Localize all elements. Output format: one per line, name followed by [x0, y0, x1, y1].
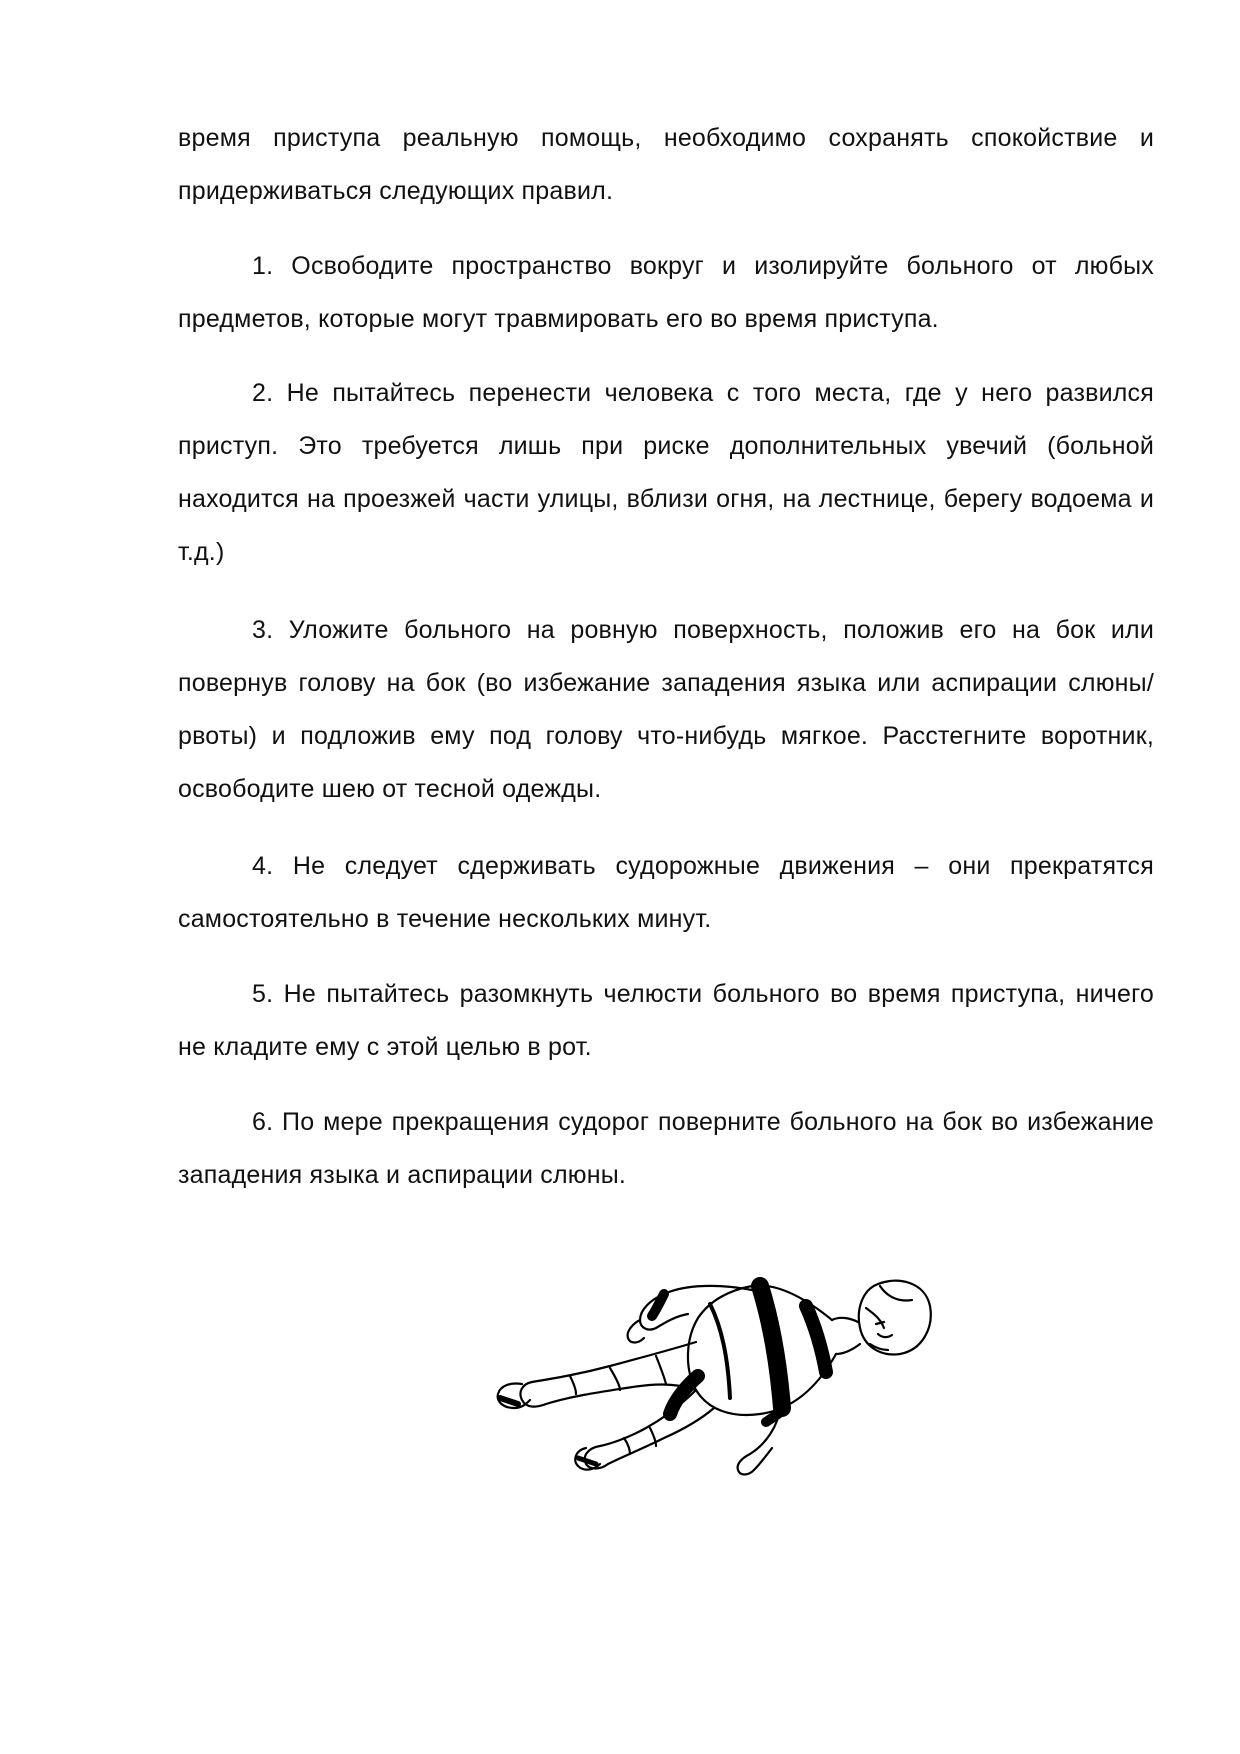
- rule-text: Освободите пространство вокруг и изолируйте больного от любых предметов, которые могут травмировать его во время приступа.: [178, 252, 1154, 333]
- rule-paragraph: [178, 840, 1154, 946]
- intro-paragraph: время приступа реальную помощь, необходимо сохранять спокойствие и придерживаться следующих правил.: [178, 124, 1154, 205]
- rule-number: 5.: [252, 980, 274, 1008]
- rule-number: 2.: [252, 379, 274, 407]
- rule-paragraph: [178, 604, 1154, 816]
- rule-number: 4.: [252, 852, 274, 880]
- rule-paragraph: [178, 240, 1154, 346]
- recovery-position-illustration: [460, 1258, 960, 1478]
- rule-number: 6.: [252, 1108, 274, 1136]
- rule-number: 3.: [252, 616, 274, 644]
- rule-paragraph: [178, 1096, 1154, 1202]
- rule-text: Уложите больного на ровную поверхность, положив его на бок или повернув голову на бок (во избежание западения языка или аспирации слюны/рвоты) и подложив ему под голову что-нибудь мягкое. Расстегните воротник, освободите шею от тесной одежды.: [178, 616, 1154, 803]
- rule-text: Не пытайтесь перенести человека с того места, где у него развился приступ. Это требуется лишь при риске дополнительных увечий (больной находится на проезжей части улицы, вблизи огня, на лестнице, берегу водоема и т.д.): [178, 379, 1154, 566]
- rule-paragraph: [178, 367, 1154, 579]
- rule-text: Не пытайтесь разомкнуть челюсти больного во время приступа, ничего не кладите ему с этой целью в рот.: [178, 980, 1154, 1061]
- rule-paragraph: [178, 968, 1154, 1074]
- rule-number: 1.: [252, 252, 274, 280]
- rule-text: По мере прекращения судорог поверните больного на бок во избежание западения языка и аспирации слюны.: [178, 1108, 1154, 1189]
- rule-text: Не следует сдерживать судорожные движения – они прекратятся самостоятельно в течение нескольких минут.: [178, 852, 1154, 933]
